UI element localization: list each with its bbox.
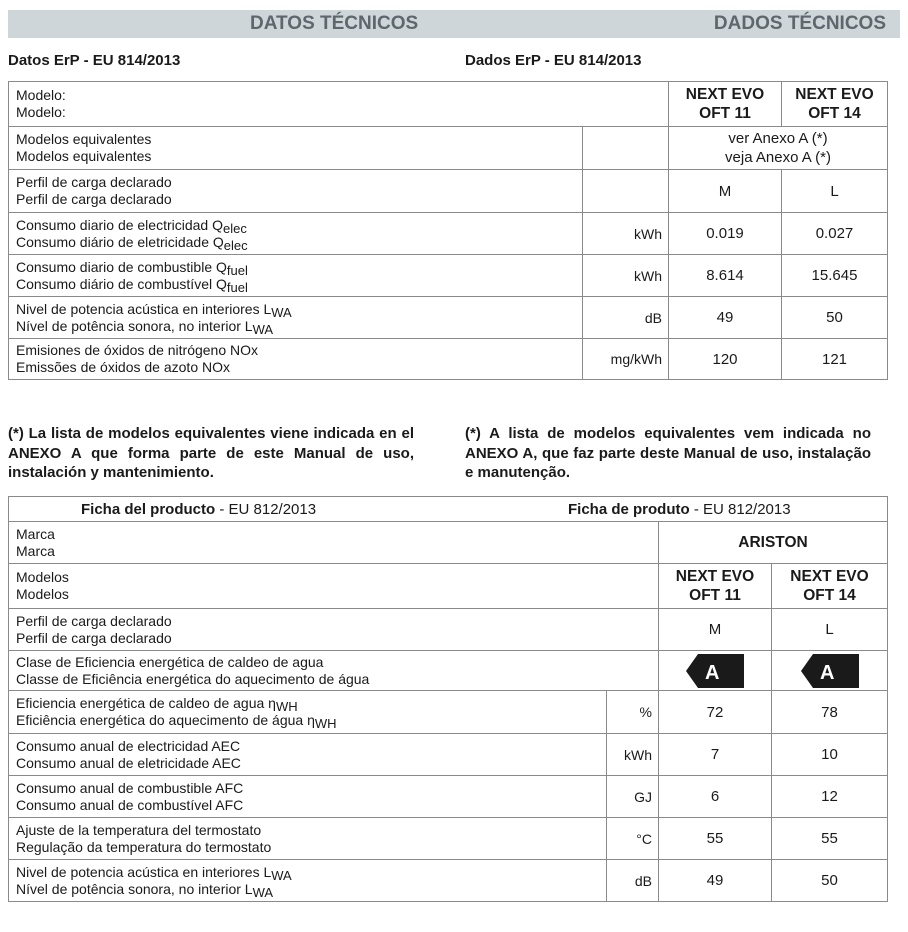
value-cell: 0.019 <box>669 213 782 255</box>
label-es: Consumo anual de electricidad AEC <box>16 737 241 754</box>
svg-text:A: A <box>819 661 834 684</box>
model-header-1 <box>669 82 782 127</box>
value-cell: M <box>659 609 772 651</box>
model-line: OFT 11 <box>689 587 741 604</box>
label-es: Marca <box>16 525 55 542</box>
label-pt: Nível de potência sonora, no interior $L_{WA}$ <box>16 880 274 900</box>
label-es: Nivel de potencia acústica en interiores $L_{WA}$ <box>16 300 292 320</box>
unit-cell: °C <box>607 818 659 860</box>
label-pt: Nível de potência sonora, no interior $L_{WA}$ <box>16 317 274 337</box>
label-pt: Perfil de carga declarado <box>16 191 172 207</box>
table-row <box>9 776 888 818</box>
erp-table <box>8 81 888 380</box>
row-label <box>9 651 659 691</box>
value-cell: 78 <box>772 691 888 734</box>
sheet-title-pt: Ficha de produto - EU 812/2013 <box>568 501 791 518</box>
label-es: Ajuste de la temperatura del termostato <box>16 821 262 838</box>
value-cell: 7 <box>659 734 772 776</box>
unit-cell: dB <box>583 297 669 339</box>
sheet-title-es: Ficha del producto - EU 812/2013 <box>81 501 317 518</box>
label-es: Modelos <box>16 569 69 585</box>
value-cell: 10 <box>772 734 888 776</box>
sheet-title-cell <box>9 497 888 522</box>
row-label <box>9 609 659 651</box>
value-cell: 15.645 <box>782 255 888 297</box>
label-es: Clase de Eficiencia energética de caldeo de agua <box>16 653 324 670</box>
row-label <box>9 297 583 339</box>
erp-title-pt: Dados ErP - EU 814/2013 <box>465 52 642 69</box>
value-cell: L <box>782 170 888 213</box>
value-cell: 55 <box>659 818 772 860</box>
unit-cell: kWh <box>583 213 669 255</box>
value-cell: 6 <box>659 776 772 818</box>
label-pt: Modelo: <box>16 104 66 120</box>
row-label <box>9 818 607 860</box>
label-es: Perfil de carga declarado <box>16 612 172 629</box>
footnote-pt: (*) A lista de modelos equivalentes vem indicada no ANEXO A, que faz parte deste Manual de uso, instalação e manutenção. <box>465 425 871 481</box>
table-row <box>9 522 888 564</box>
value-cell: 121 <box>782 339 888 380</box>
label-es: Modelos equivalentes <box>16 131 152 147</box>
label-pt: Eficiência energética do aquecimento de água $\eta_{WH}$ <box>16 712 337 731</box>
label-pt: Modelos <box>16 586 69 602</box>
row-label <box>9 776 607 818</box>
energy-class-a-icon <box>686 654 744 688</box>
label-es: Eficiencia energética de caldeo de agua $\eta_{WH}$ <box>16 695 298 714</box>
label-es: Consumo diario de combustible $Q_{fuel}$ <box>16 258 248 278</box>
unit-cell: kWh <box>607 734 659 776</box>
value-cell: M <box>669 170 782 213</box>
header-title-pt: DADOS TÉCNICOS <box>713 13 886 34</box>
table-row <box>9 213 888 255</box>
model-line: NEXT EVO <box>685 86 765 103</box>
row-label <box>9 170 583 213</box>
table-row <box>9 860 888 902</box>
label-pt: Consumo diário de eletricidade $Q_{elec}$ <box>16 233 248 253</box>
label-es: Consumo anual de combustible AFC <box>16 779 244 796</box>
table-row <box>9 734 888 776</box>
row-label <box>9 255 583 297</box>
table-row <box>9 818 888 860</box>
model-line: OFT 14 <box>808 105 861 122</box>
unit-cell: GJ <box>607 776 659 818</box>
value-cell: 49 <box>669 297 782 339</box>
energy-class-a-icon <box>801 654 859 688</box>
label-pt: Classe de Eficiência energética do aquecimento de água <box>16 670 370 687</box>
row-label <box>9 522 659 564</box>
unit-cell: mg/kWh <box>583 339 669 380</box>
row-label <box>9 691 607 734</box>
row-label <box>9 213 583 255</box>
header-title-es: DATOS TÉCNICOS <box>250 13 419 34</box>
table-row <box>9 82 888 127</box>
equivalents-cell <box>669 127 888 170</box>
model-line: NEXT EVO <box>675 568 755 585</box>
value-cell: 50 <box>782 297 888 339</box>
label-es: Emisiones de óxidos de nitrógeno NOx <box>16 342 259 358</box>
row-label <box>9 860 607 902</box>
value-cell: 12 <box>772 776 888 818</box>
label-es: Perfil de carga declarado <box>16 174 172 190</box>
svg-text:A: A <box>705 661 720 684</box>
row-label <box>9 734 607 776</box>
table-row <box>9 564 888 609</box>
label-es: Modelo: <box>16 87 66 103</box>
brand-cell: ARISTON <box>659 522 888 564</box>
value-cell: 8.614 <box>669 255 782 297</box>
product-sheet-table <box>8 496 888 902</box>
model-header-1 <box>659 564 772 609</box>
value-cell: 49 <box>659 860 772 902</box>
value-cell: 55 <box>772 818 888 860</box>
table-row <box>9 497 888 522</box>
unit-cell <box>583 127 669 170</box>
row-label <box>9 339 583 380</box>
label-pt: Consumo anual de combustível AFC <box>16 796 244 813</box>
unit-cell <box>583 170 669 213</box>
model-line: NEXT EVO <box>795 86 874 103</box>
label-pt: Consumo anual de eletricidade AEC <box>16 754 241 771</box>
model-header-2 <box>772 564 888 609</box>
table-row <box>9 170 888 213</box>
equiv-pt: veja Anexo A (*) <box>725 149 831 166</box>
table-row <box>9 297 888 339</box>
unit-cell: dB <box>607 860 659 902</box>
value-cell: 0.027 <box>782 213 888 255</box>
label-pt: Consumo diário de combustível $Q_{fuel}$ <box>16 275 248 295</box>
model-line: OFT 14 <box>803 587 856 604</box>
equiv-es: ver Anexo A (*) <box>728 130 828 147</box>
table-row <box>9 255 888 297</box>
table-row <box>9 127 888 170</box>
label-pt: Modelos equivalentes <box>16 148 152 164</box>
energy-class-cell <box>659 651 772 691</box>
label-pt: Emissões de óxidos de azoto NOx <box>16 359 230 375</box>
header-banner <box>8 10 900 38</box>
value-cell: L <box>772 609 888 651</box>
value-cell: 50 <box>772 860 888 902</box>
row-label <box>9 564 659 609</box>
model-label <box>9 82 669 127</box>
label-es: Consumo diario de electricidad $Q_{elec}$ <box>16 216 247 236</box>
erp-title-es: Datos ErP - EU 814/2013 <box>8 52 181 69</box>
model-header-2 <box>782 82 888 127</box>
label-pt: Marca <box>16 542 55 559</box>
value-cell: 120 <box>669 339 782 380</box>
table-row <box>9 651 888 691</box>
model-line: NEXT EVO <box>790 568 869 585</box>
label-pt: Regulação da temperatura do termostato <box>16 838 272 855</box>
table-row <box>9 339 888 380</box>
unit-cell: % <box>607 691 659 734</box>
unit-cell: kWh <box>583 255 669 297</box>
table-row <box>9 609 888 651</box>
row-label <box>9 127 583 170</box>
model-line: OFT 11 <box>699 105 751 122</box>
label-es: Nivel de potencia acústica en interiores $L_{WA}$ <box>16 863 292 883</box>
label-pt: Perfil de carga declarado <box>16 629 172 646</box>
value-cell: 72 <box>659 691 772 734</box>
energy-class-cell <box>772 651 888 691</box>
footnote-es: (*) La lista de modelos equivalentes viene indicada en el ANEXO A que forma parte de este Manual de uso, instalación y mantenimiento. <box>8 425 414 481</box>
table-row <box>9 691 888 734</box>
